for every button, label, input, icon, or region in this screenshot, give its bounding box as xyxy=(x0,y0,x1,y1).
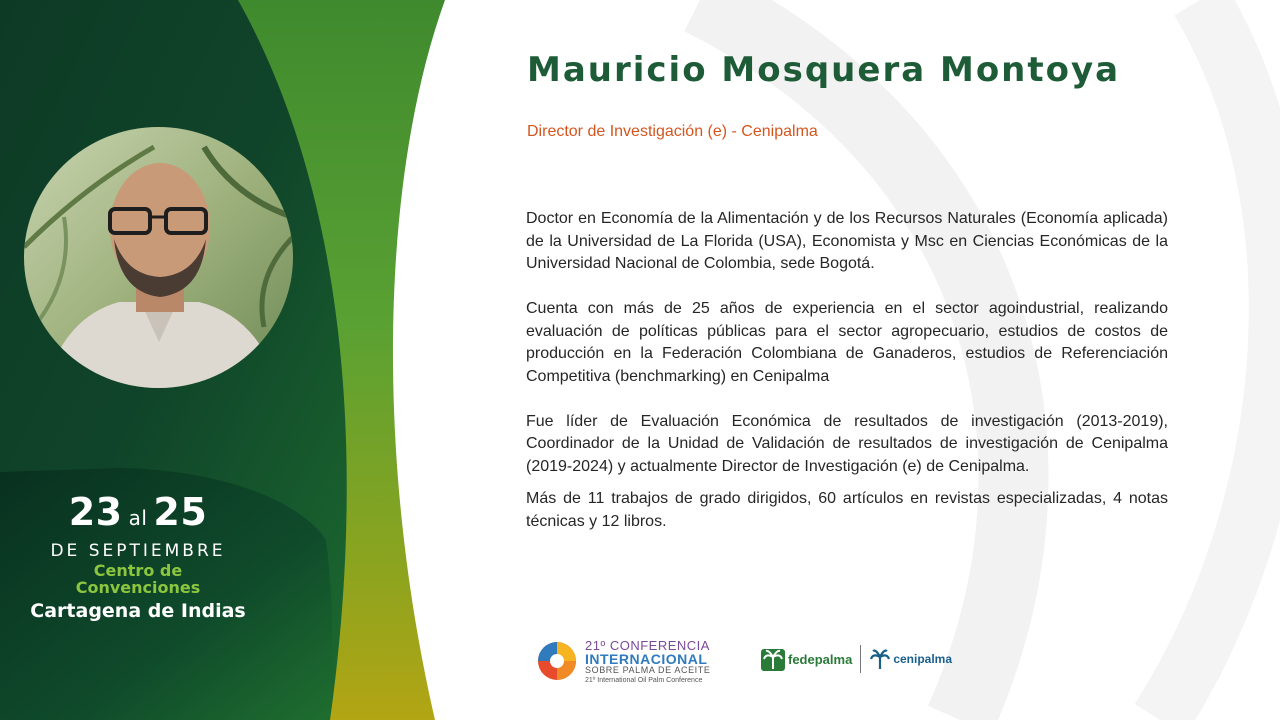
event-dates xyxy=(0,488,276,560)
event-month: DE SEPTIEMBRE xyxy=(50,541,226,561)
speaker-portrait-image xyxy=(24,127,293,388)
cenipalma-palm-icon xyxy=(869,647,891,671)
logo-divider xyxy=(860,645,861,673)
event-city: Cartagena de Indias xyxy=(30,600,246,622)
conference-logo xyxy=(537,634,710,688)
speaker-role: Director de Investigación (e) - Cenipalma xyxy=(527,123,818,140)
conference-emblem-icon xyxy=(537,641,577,681)
speaker-bio xyxy=(526,208,1168,556)
fedepalma-palm-icon xyxy=(760,645,786,673)
bio-paragraph: Fue líder de Evaluación Económica de resultados de investigación (2013-2019), Coordinador de la Unidad de Validación de resultados de investigación de Cenipalma (2019-2024) y actualmente Director de Investigación (e) de Cenipalma. xyxy=(526,412,1168,475)
speaker-photo xyxy=(24,127,293,388)
cenipalma-logo-text: cenipalma xyxy=(893,652,953,666)
conference-line-1: 21º CONFERENCIA xyxy=(585,637,710,653)
day-end: 25 xyxy=(153,490,208,534)
day-start: 23 xyxy=(68,490,123,534)
venue-line-2: Convenciones xyxy=(75,578,201,597)
day-separator: al xyxy=(128,506,148,530)
venue-line-1: Centro de xyxy=(93,561,183,580)
conference-line-3: SOBRE PALMA DE ACEITE xyxy=(585,664,711,675)
event-venue xyxy=(0,562,276,596)
conference-line-2: INTERNACIONAL xyxy=(585,650,708,667)
sponsor-logos xyxy=(760,645,952,673)
bio-paragraph: Más de 11 trabajos de grado dirigidos, 60 artículos en revistas especializadas, 4 notas técnicas y 12 libros. xyxy=(526,490,1168,530)
fedepalma-logo-text: fedepalma xyxy=(788,651,853,667)
bio-paragraph: Doctor en Economía de la Alimentación y de los Recursos Naturales (Economía aplicada) de la Universidad de La Florida (USA), Economista y Msc en Ciencias Económicas de la Universidad Nacional de Colombia, sede Bogotá. xyxy=(526,210,1168,272)
bio-paragraph: Cuenta con más de 25 años de experiencia en el sector agoindustrial, realizando evaluación de políticas públicas para el sector agropecuario, estudios de costos de producción en la Federación Colombiana de Ganaderos, estudios de Referenciación Competitiva (benchmarking) en Cenipalma xyxy=(526,300,1168,385)
speaker-name: Mauricio Mosquera Montoya xyxy=(527,50,1121,90)
conference-line-4: 21º International Oil Palm Conference xyxy=(585,676,703,684)
